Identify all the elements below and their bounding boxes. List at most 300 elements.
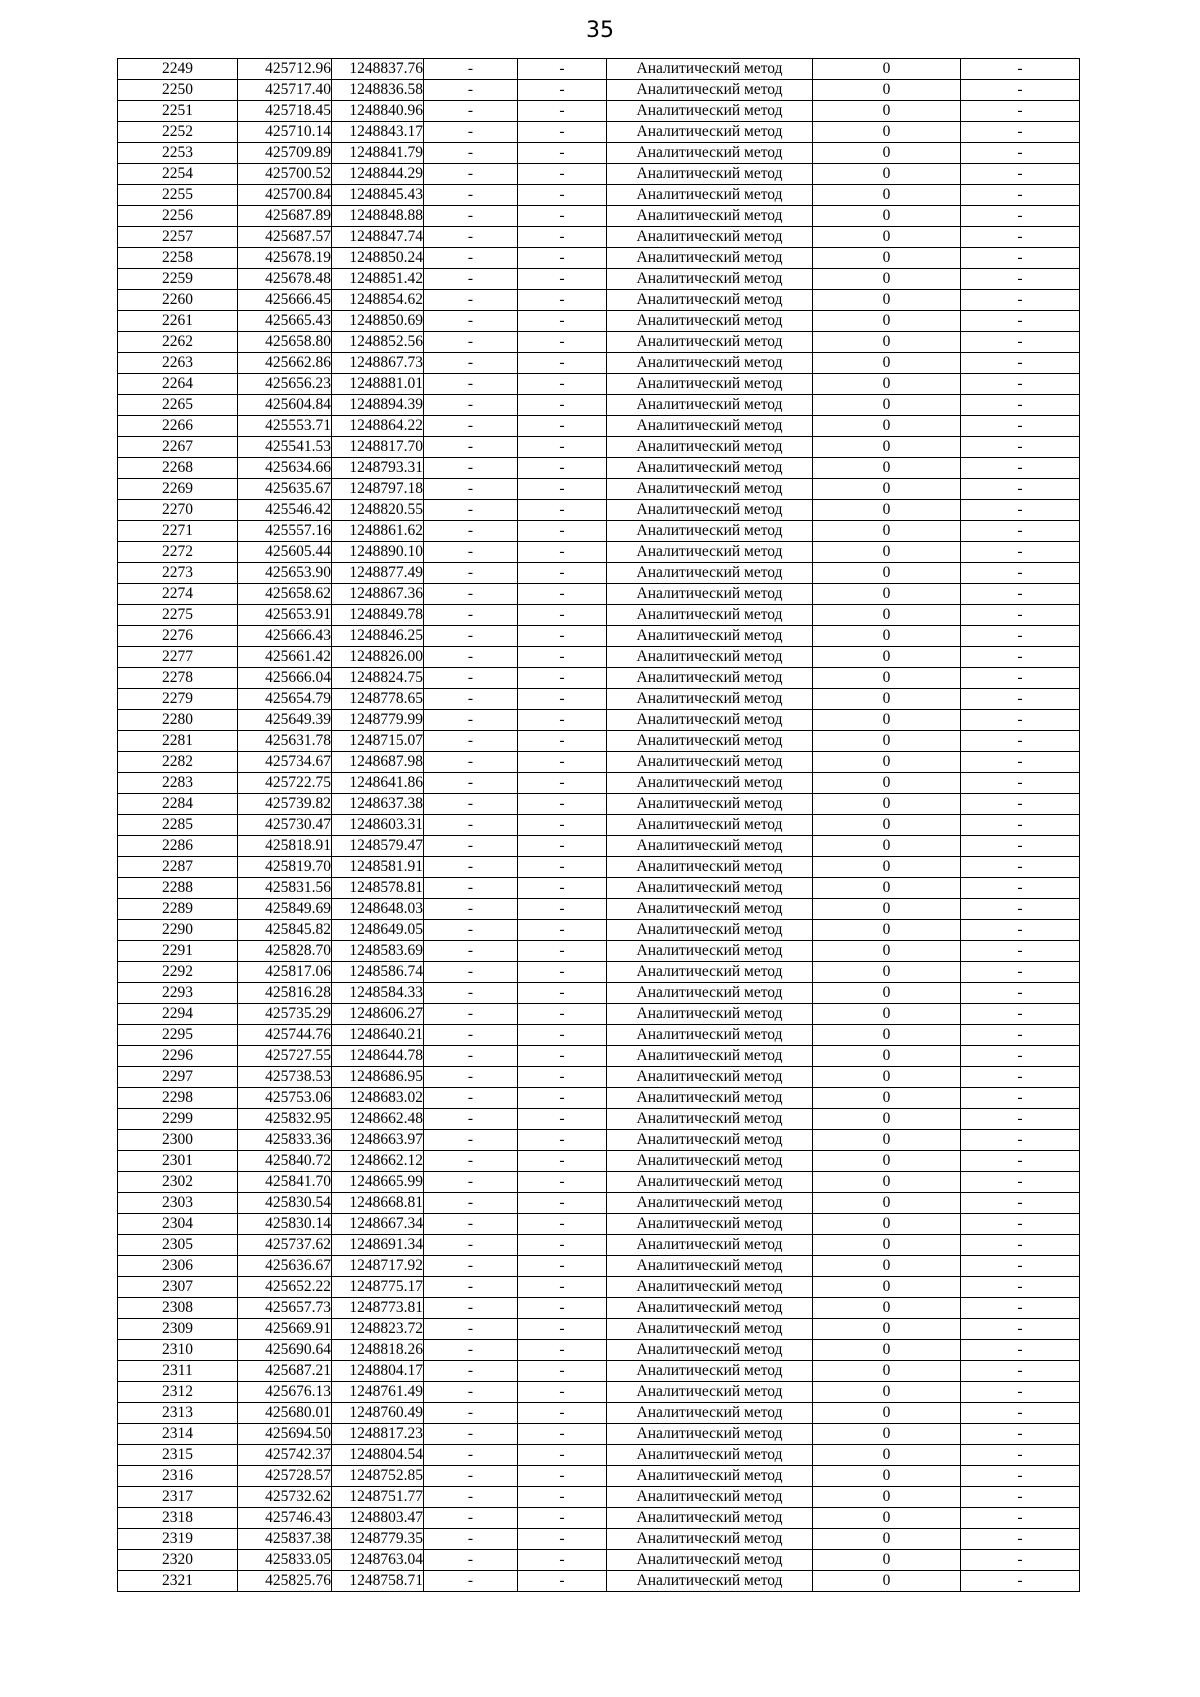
dash-cell: -: [518, 1466, 607, 1487]
point-number-cell: 2298: [118, 1088, 238, 1109]
dash-cell: -: [424, 626, 518, 647]
point-number-cell: 2304: [118, 1214, 238, 1235]
dash-cell: -: [424, 1172, 518, 1193]
x-coordinate-cell: 425825.76: [238, 1571, 332, 1592]
dash-cell: -: [961, 1298, 1080, 1319]
x-coordinate-cell: 425837.38: [238, 1529, 332, 1550]
dash-cell: -: [518, 962, 607, 983]
y-coordinate-cell: 1248606.27: [332, 1004, 424, 1025]
value-cell: 0: [813, 1319, 961, 1340]
value-cell: 0: [813, 1340, 961, 1361]
y-coordinate-cell: 1248861.62: [332, 521, 424, 542]
x-coordinate-cell: 425728.57: [238, 1466, 332, 1487]
table-row: [118, 311, 1080, 332]
y-coordinate-cell: 1248683.02: [332, 1088, 424, 1109]
dash-cell: -: [424, 479, 518, 500]
value-cell: 0: [813, 437, 961, 458]
table-row: [118, 1550, 1080, 1571]
value-cell: 0: [813, 1277, 961, 1298]
dash-cell: -: [961, 1193, 1080, 1214]
dash-cell: -: [961, 164, 1080, 185]
point-number-cell: 2258: [118, 248, 238, 269]
dash-cell: -: [518, 1571, 607, 1592]
dash-cell: -: [518, 311, 607, 332]
value-cell: 0: [813, 920, 961, 941]
table-row: [118, 752, 1080, 773]
x-coordinate-cell: 425676.13: [238, 1382, 332, 1403]
value-cell: 0: [813, 1361, 961, 1382]
dash-cell: -: [424, 248, 518, 269]
dash-cell: -: [961, 731, 1080, 752]
x-coordinate-cell: 425678.48: [238, 269, 332, 290]
x-coordinate-cell: 425541.53: [238, 437, 332, 458]
value-cell: 0: [813, 752, 961, 773]
value-cell: 0: [813, 605, 961, 626]
method-cell: Аналитический метод: [607, 1487, 813, 1508]
table-row: [118, 416, 1080, 437]
dash-cell: -: [961, 857, 1080, 878]
point-number-cell: 2254: [118, 164, 238, 185]
point-number-cell: 2283: [118, 773, 238, 794]
x-coordinate-cell: 425546.42: [238, 500, 332, 521]
dash-cell: -: [518, 794, 607, 815]
value-cell: 0: [813, 1088, 961, 1109]
y-coordinate-cell: 1248584.33: [332, 983, 424, 1004]
dash-cell: -: [518, 1130, 607, 1151]
point-number-cell: 2305: [118, 1235, 238, 1256]
value-cell: 0: [813, 521, 961, 542]
dash-cell: -: [518, 563, 607, 584]
point-number-cell: 2251: [118, 101, 238, 122]
table-row: [118, 563, 1080, 584]
table-row: [118, 332, 1080, 353]
method-cell: Аналитический метод: [607, 857, 813, 878]
method-cell: Аналитический метод: [607, 458, 813, 479]
y-coordinate-cell: 1248820.55: [332, 500, 424, 521]
x-coordinate-cell: 425635.67: [238, 479, 332, 500]
y-coordinate-cell: 1248637.38: [332, 794, 424, 815]
method-cell: Аналитический метод: [607, 1340, 813, 1361]
point-number-cell: 2302: [118, 1172, 238, 1193]
y-coordinate-cell: 1248818.26: [332, 1340, 424, 1361]
point-number-cell: 2290: [118, 920, 238, 941]
method-cell: Аналитический метод: [607, 668, 813, 689]
table-row: [118, 689, 1080, 710]
x-coordinate-cell: 425678.19: [238, 248, 332, 269]
method-cell: Аналитический метод: [607, 143, 813, 164]
dash-cell: -: [961, 1025, 1080, 1046]
y-coordinate-cell: 1248773.81: [332, 1298, 424, 1319]
dash-cell: -: [961, 983, 1080, 1004]
value-cell: 0: [813, 689, 961, 710]
dash-cell: -: [961, 1361, 1080, 1382]
value-cell: 0: [813, 164, 961, 185]
table-row: [118, 1025, 1080, 1046]
x-coordinate-cell: 425669.91: [238, 1319, 332, 1340]
dash-cell: -: [518, 1445, 607, 1466]
dash-cell: -: [518, 269, 607, 290]
dash-cell: -: [961, 1550, 1080, 1571]
dash-cell: -: [424, 668, 518, 689]
y-coordinate-cell: 1248824.75: [332, 668, 424, 689]
table-row: [118, 1172, 1080, 1193]
y-coordinate-cell: 1248852.56: [332, 332, 424, 353]
point-number-cell: 2306: [118, 1256, 238, 1277]
method-cell: Аналитический метод: [607, 227, 813, 248]
method-cell: Аналитический метод: [607, 1214, 813, 1235]
point-number-cell: 2309: [118, 1319, 238, 1340]
dash-cell: -: [961, 1109, 1080, 1130]
dash-cell: -: [961, 1487, 1080, 1508]
dash-cell: -: [518, 983, 607, 1004]
point-number-cell: 2286: [118, 836, 238, 857]
dash-cell: -: [518, 1277, 607, 1298]
value-cell: 0: [813, 668, 961, 689]
value-cell: 0: [813, 857, 961, 878]
table-row: [118, 521, 1080, 542]
dash-cell: -: [961, 878, 1080, 899]
table-body: [118, 59, 1080, 1592]
dash-cell: -: [424, 101, 518, 122]
dash-cell: -: [424, 521, 518, 542]
x-coordinate-cell: 425833.36: [238, 1130, 332, 1151]
dash-cell: -: [424, 269, 518, 290]
point-number-cell: 2299: [118, 1109, 238, 1130]
method-cell: Аналитический метод: [607, 752, 813, 773]
method-cell: Аналитический метод: [607, 1298, 813, 1319]
x-coordinate-cell: 425816.28: [238, 983, 332, 1004]
dash-cell: -: [424, 227, 518, 248]
table-row: [118, 710, 1080, 731]
y-coordinate-cell: 1248648.03: [332, 899, 424, 920]
dash-cell: -: [961, 290, 1080, 311]
value-cell: 0: [813, 563, 961, 584]
y-coordinate-cell: 1248848.88: [332, 206, 424, 227]
y-coordinate-cell: 1248844.29: [332, 164, 424, 185]
dash-cell: -: [424, 1004, 518, 1025]
table-row: [118, 1298, 1080, 1319]
value-cell: 0: [813, 899, 961, 920]
dash-cell: -: [961, 752, 1080, 773]
dash-cell: -: [424, 1445, 518, 1466]
y-coordinate-cell: 1248662.48: [332, 1109, 424, 1130]
y-coordinate-cell: 1248867.36: [332, 584, 424, 605]
table-row: [118, 1361, 1080, 1382]
table-row: [118, 794, 1080, 815]
y-coordinate-cell: 1248804.54: [332, 1445, 424, 1466]
value-cell: 0: [813, 1382, 961, 1403]
y-coordinate-cell: 1248890.10: [332, 542, 424, 563]
method-cell: Аналитический метод: [607, 563, 813, 584]
dash-cell: -: [961, 395, 1080, 416]
dash-cell: -: [518, 647, 607, 668]
x-coordinate-cell: 425845.82: [238, 920, 332, 941]
dash-cell: -: [424, 1508, 518, 1529]
dash-cell: -: [424, 710, 518, 731]
x-coordinate-cell: 425694.50: [238, 1424, 332, 1445]
point-number-cell: 2267: [118, 437, 238, 458]
y-coordinate-cell: 1248864.22: [332, 416, 424, 437]
value-cell: 0: [813, 710, 961, 731]
point-number-cell: 2265: [118, 395, 238, 416]
y-coordinate-cell: 1248775.17: [332, 1277, 424, 1298]
dash-cell: -: [424, 1298, 518, 1319]
table-row: [118, 500, 1080, 521]
method-cell: Аналитический метод: [607, 122, 813, 143]
dash-cell: -: [424, 80, 518, 101]
dash-cell: -: [424, 962, 518, 983]
value-cell: 0: [813, 353, 961, 374]
dash-cell: -: [424, 647, 518, 668]
x-coordinate-cell: 425690.64: [238, 1340, 332, 1361]
table-row: [118, 1571, 1080, 1592]
dash-cell: -: [518, 1256, 607, 1277]
point-number-cell: 2288: [118, 878, 238, 899]
dash-cell: -: [424, 1214, 518, 1235]
dash-cell: -: [518, 80, 607, 101]
y-coordinate-cell: 1248665.99: [332, 1172, 424, 1193]
table-row: [118, 1151, 1080, 1172]
point-number-cell: 2287: [118, 857, 238, 878]
value-cell: 0: [813, 773, 961, 794]
dash-cell: -: [961, 584, 1080, 605]
table-row: [118, 248, 1080, 269]
table-row: [118, 1109, 1080, 1130]
dash-cell: -: [961, 437, 1080, 458]
dash-cell: -: [424, 1256, 518, 1277]
dash-cell: -: [961, 59, 1080, 80]
method-cell: Аналитический метод: [607, 542, 813, 563]
x-coordinate-cell: 425604.84: [238, 395, 332, 416]
dash-cell: -: [518, 479, 607, 500]
method-cell: Аналитический метод: [607, 416, 813, 437]
method-cell: Аналитический метод: [607, 1025, 813, 1046]
dash-cell: -: [518, 668, 607, 689]
x-coordinate-cell: 425818.91: [238, 836, 332, 857]
x-coordinate-cell: 425666.04: [238, 668, 332, 689]
dash-cell: -: [961, 542, 1080, 563]
dash-cell: -: [424, 416, 518, 437]
dash-cell: -: [518, 605, 607, 626]
dash-cell: -: [961, 1130, 1080, 1151]
y-coordinate-cell: 1248881.01: [332, 374, 424, 395]
x-coordinate-cell: 425658.62: [238, 584, 332, 605]
dash-cell: -: [961, 836, 1080, 857]
table-row: [118, 395, 1080, 416]
dash-cell: -: [424, 1529, 518, 1550]
method-cell: Аналитический метод: [607, 773, 813, 794]
dash-cell: -: [518, 59, 607, 80]
dash-cell: -: [961, 1571, 1080, 1592]
x-coordinate-cell: 425833.05: [238, 1550, 332, 1571]
dash-cell: -: [961, 1214, 1080, 1235]
point-number-cell: 2314: [118, 1424, 238, 1445]
dash-cell: -: [518, 815, 607, 836]
point-number-cell: 2268: [118, 458, 238, 479]
y-coordinate-cell: 1248758.71: [332, 1571, 424, 1592]
table-row: [118, 1214, 1080, 1235]
value-cell: 0: [813, 1508, 961, 1529]
y-coordinate-cell: 1248850.24: [332, 248, 424, 269]
method-cell: Аналитический метод: [607, 1109, 813, 1130]
dash-cell: -: [518, 458, 607, 479]
dash-cell: -: [961, 416, 1080, 437]
table-row: [118, 479, 1080, 500]
method-cell: Аналитический метод: [607, 605, 813, 626]
point-number-cell: 2318: [118, 1508, 238, 1529]
dash-cell: -: [961, 1046, 1080, 1067]
y-coordinate-cell: 1248715.07: [332, 731, 424, 752]
method-cell: Аналитический метод: [607, 689, 813, 710]
method-cell: Аналитический метод: [607, 941, 813, 962]
value-cell: 0: [813, 479, 961, 500]
dash-cell: -: [961, 1088, 1080, 1109]
point-number-cell: 2285: [118, 815, 238, 836]
dash-cell: -: [424, 1361, 518, 1382]
point-number-cell: 2301: [118, 1151, 238, 1172]
table-row: [118, 1508, 1080, 1529]
value-cell: 0: [813, 1235, 961, 1256]
value-cell: 0: [813, 941, 961, 962]
point-number-cell: 2295: [118, 1025, 238, 1046]
method-cell: Аналитический метод: [607, 899, 813, 920]
y-coordinate-cell: 1248846.25: [332, 626, 424, 647]
x-coordinate-cell: 425817.06: [238, 962, 332, 983]
dash-cell: -: [961, 1319, 1080, 1340]
y-coordinate-cell: 1248877.49: [332, 563, 424, 584]
table-row: [118, 584, 1080, 605]
y-coordinate-cell: 1248854.62: [332, 290, 424, 311]
method-cell: Аналитический метод: [607, 101, 813, 122]
x-coordinate-cell: 425634.66: [238, 458, 332, 479]
dash-cell: -: [424, 605, 518, 626]
method-cell: Аналитический метод: [607, 437, 813, 458]
dash-cell: -: [961, 143, 1080, 164]
dash-cell: -: [424, 143, 518, 164]
dash-cell: -: [424, 1235, 518, 1256]
method-cell: Аналитический метод: [607, 374, 813, 395]
dash-cell: -: [424, 1046, 518, 1067]
table-row: [118, 164, 1080, 185]
x-coordinate-cell: 425709.89: [238, 143, 332, 164]
value-cell: 0: [813, 143, 961, 164]
x-coordinate-cell: 425732.62: [238, 1487, 332, 1508]
dash-cell: -: [518, 227, 607, 248]
point-number-cell: 2296: [118, 1046, 238, 1067]
y-coordinate-cell: 1248578.81: [332, 878, 424, 899]
method-cell: Аналитический метод: [607, 1235, 813, 1256]
dash-cell: -: [424, 1151, 518, 1172]
method-cell: Аналитический метод: [607, 1382, 813, 1403]
x-coordinate-cell: 425605.44: [238, 542, 332, 563]
table-row: [118, 1193, 1080, 1214]
dash-cell: -: [424, 1424, 518, 1445]
dash-cell: -: [424, 1025, 518, 1046]
dash-cell: -: [424, 773, 518, 794]
point-number-cell: 2253: [118, 143, 238, 164]
point-number-cell: 2276: [118, 626, 238, 647]
dash-cell: -: [961, 458, 1080, 479]
x-coordinate-cell: 425553.71: [238, 416, 332, 437]
table-row: [118, 1382, 1080, 1403]
table-row: [118, 1256, 1080, 1277]
table-row: [118, 1130, 1080, 1151]
point-number-cell: 2269: [118, 479, 238, 500]
dash-cell: -: [518, 584, 607, 605]
dash-cell: -: [518, 689, 607, 710]
method-cell: Аналитический метод: [607, 164, 813, 185]
point-number-cell: 2310: [118, 1340, 238, 1361]
y-coordinate-cell: 1248603.31: [332, 815, 424, 836]
dash-cell: -: [518, 1424, 607, 1445]
method-cell: Аналитический метод: [607, 59, 813, 80]
dash-cell: -: [424, 311, 518, 332]
dash-cell: -: [424, 689, 518, 710]
point-number-cell: 2255: [118, 185, 238, 206]
dash-cell: -: [961, 1529, 1080, 1550]
point-number-cell: 2274: [118, 584, 238, 605]
dash-cell: -: [518, 878, 607, 899]
x-coordinate-cell: 425656.23: [238, 374, 332, 395]
dash-cell: -: [518, 1529, 607, 1550]
x-coordinate-cell: 425665.43: [238, 311, 332, 332]
dash-cell: -: [424, 1340, 518, 1361]
y-coordinate-cell: 1248686.95: [332, 1067, 424, 1088]
point-number-cell: 2260: [118, 290, 238, 311]
x-coordinate-cell: 425557.16: [238, 521, 332, 542]
dash-cell: -: [518, 437, 607, 458]
dash-cell: -: [961, 80, 1080, 101]
dash-cell: -: [961, 1466, 1080, 1487]
table-row: [118, 290, 1080, 311]
dash-cell: -: [518, 185, 607, 206]
x-coordinate-cell: 425653.91: [238, 605, 332, 626]
table-row: [118, 1487, 1080, 1508]
method-cell: Аналитический метод: [607, 794, 813, 815]
method-cell: Аналитический метод: [607, 710, 813, 731]
dash-cell: -: [424, 59, 518, 80]
method-cell: Аналитический метод: [607, 1067, 813, 1088]
dash-cell: -: [961, 227, 1080, 248]
dash-cell: -: [518, 332, 607, 353]
table-row: [118, 941, 1080, 962]
x-coordinate-cell: 425722.75: [238, 773, 332, 794]
y-coordinate-cell: 1248779.35: [332, 1529, 424, 1550]
x-coordinate-cell: 425735.29: [238, 1004, 332, 1025]
table-row: [118, 437, 1080, 458]
dash-cell: -: [518, 899, 607, 920]
point-number-cell: 2307: [118, 1277, 238, 1298]
y-coordinate-cell: 1248761.49: [332, 1382, 424, 1403]
x-coordinate-cell: 425700.84: [238, 185, 332, 206]
dash-cell: -: [424, 1130, 518, 1151]
y-coordinate-cell: 1248817.70: [332, 437, 424, 458]
dash-cell: -: [424, 563, 518, 584]
dash-cell: -: [518, 1508, 607, 1529]
table-row: [118, 962, 1080, 983]
point-number-cell: 2270: [118, 500, 238, 521]
value-cell: 0: [813, 206, 961, 227]
table-row: [118, 773, 1080, 794]
dash-cell: -: [961, 500, 1080, 521]
dash-cell: -: [961, 710, 1080, 731]
dash-cell: -: [518, 1487, 607, 1508]
x-coordinate-cell: 425832.95: [238, 1109, 332, 1130]
y-coordinate-cell: 1248851.42: [332, 269, 424, 290]
y-coordinate-cell: 1248668.81: [332, 1193, 424, 1214]
y-coordinate-cell: 1248640.21: [332, 1025, 424, 1046]
table-row: [118, 731, 1080, 752]
